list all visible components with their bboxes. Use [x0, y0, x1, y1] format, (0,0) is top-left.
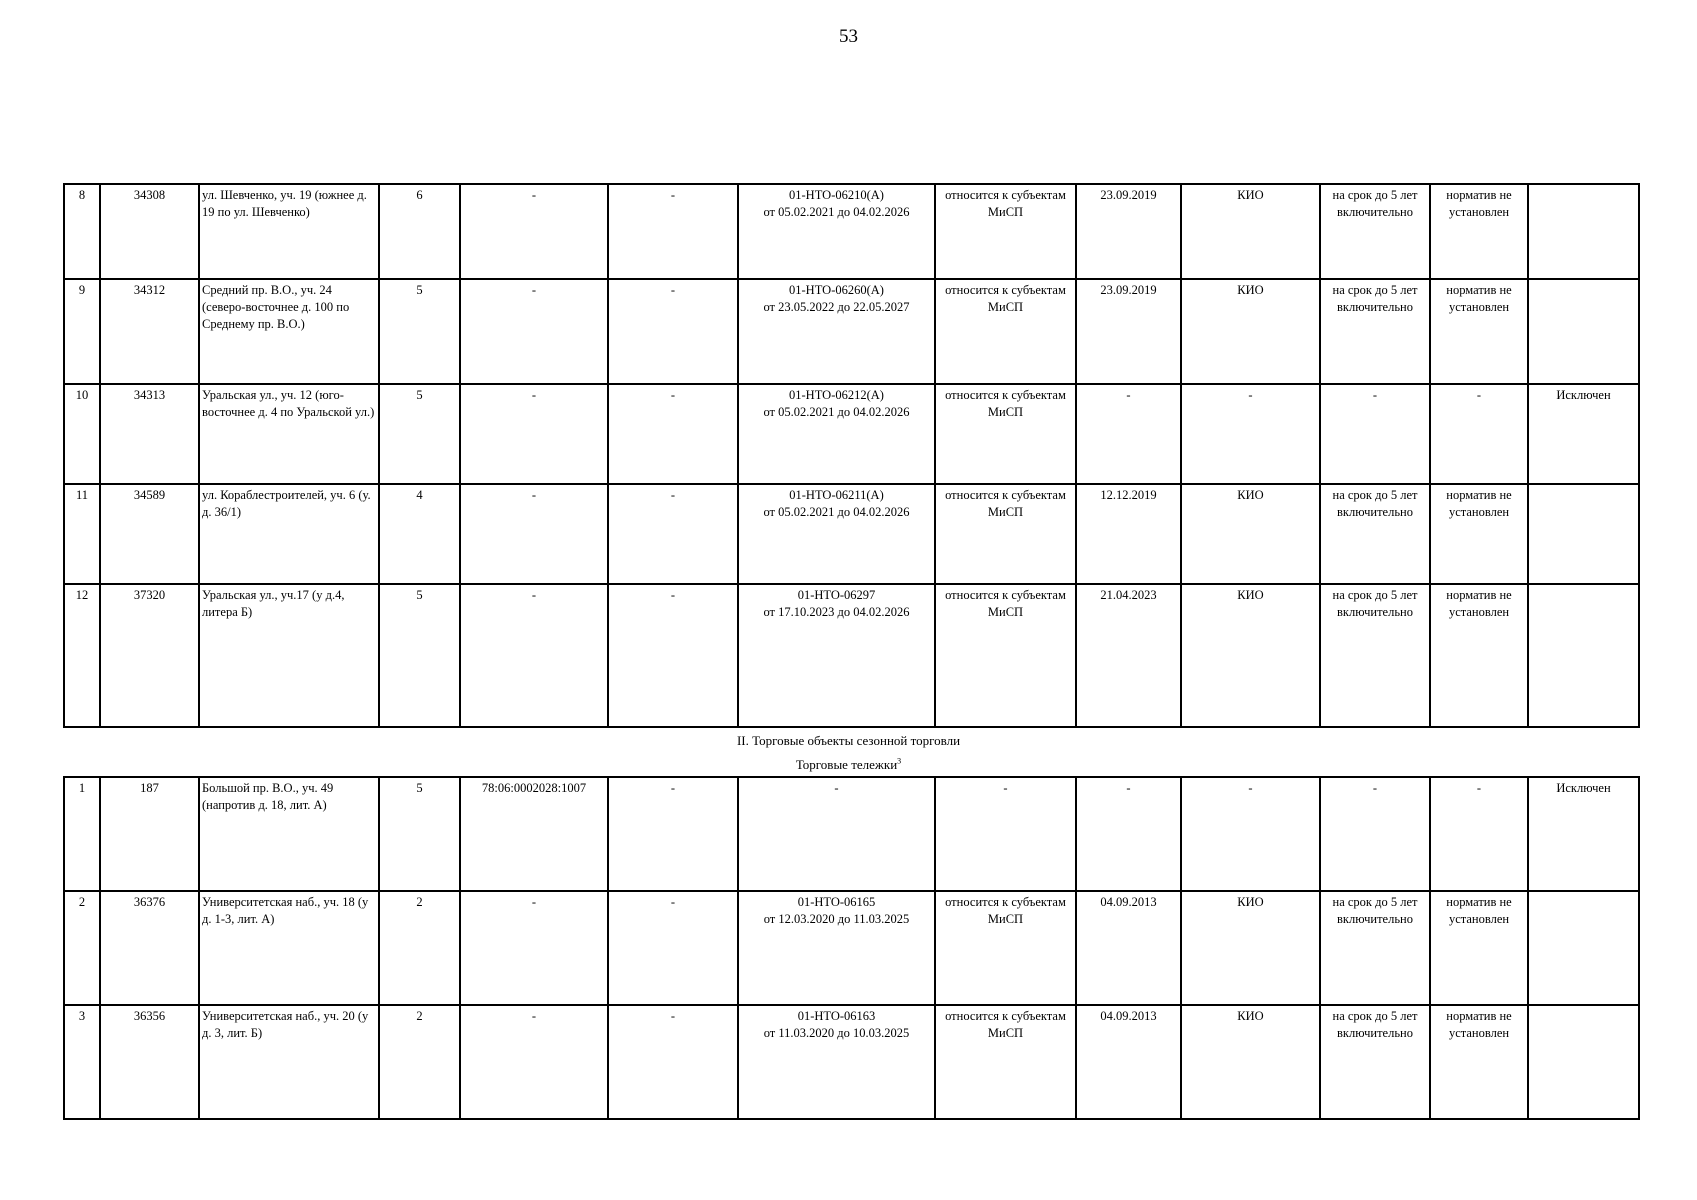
column-6-cell: -	[608, 484, 738, 584]
contract-cell	[738, 1005, 935, 1119]
contract-number: -	[834, 781, 839, 795]
row-number-cell: 9	[64, 279, 100, 384]
contract-cell	[738, 279, 935, 384]
contract-number: 01-НТО-06163	[797, 1009, 876, 1023]
registry-table-2	[63, 776, 1640, 1120]
object-id-cell: 36356	[100, 1005, 199, 1119]
note-cell: Исключен	[1528, 777, 1639, 891]
term-cell: на срок до 5 лет включительно	[1320, 184, 1430, 279]
table-row	[64, 184, 1639, 279]
column-6-cell: -	[608, 184, 738, 279]
contract-number: 01-НТО-06165	[797, 895, 876, 909]
section-title: II. Торговые объекты сезонной торговли	[736, 733, 961, 748]
note-cell	[1528, 891, 1639, 1005]
area-cell: 5	[379, 584, 460, 727]
contract-period: от 23.05.2022 до 22.05.2027	[763, 300, 910, 314]
note-cell	[1528, 484, 1639, 584]
contract-number: 01-НТО-06297	[797, 588, 876, 602]
cadastral-number-cell: -	[460, 279, 608, 384]
date-cell: 21.04.2023	[1076, 584, 1181, 727]
address-cell: Средний пр. В.О., уч. 24 (северо-восточнее д. 100 по Среднему пр. В.О.)	[199, 279, 379, 384]
date-cell: -	[1076, 384, 1181, 484]
contract-cell	[738, 777, 935, 891]
area-cell: 5	[379, 279, 460, 384]
address-cell: Уральская ул., уч.17 (у д.4, литера Б)	[199, 584, 379, 727]
area-cell: 5	[379, 777, 460, 891]
note-cell	[1528, 184, 1639, 279]
note-cell: Исключен	[1528, 384, 1639, 484]
column-6-cell: -	[608, 891, 738, 1005]
contract-period: от 05.02.2021 до 04.02.2026	[763, 405, 910, 419]
date-cell: 23.09.2019	[1076, 184, 1181, 279]
norm-cell: -	[1430, 384, 1528, 484]
term-cell: на срок до 5 лет включительно	[1320, 584, 1430, 727]
table-row	[64, 584, 1639, 727]
section-subtitle	[0, 757, 1697, 773]
table-row	[64, 891, 1639, 1005]
table-row	[64, 279, 1639, 384]
date-cell: 04.09.2013	[1076, 1005, 1181, 1119]
contract-cell	[738, 891, 935, 1005]
term-cell: на срок до 5 лет включительно	[1320, 1005, 1430, 1119]
contract-cell	[738, 384, 935, 484]
contract-cell	[738, 484, 935, 584]
object-id-cell: 34312	[100, 279, 199, 384]
cadastral-number-cell: -	[460, 584, 608, 727]
contract-cell	[738, 584, 935, 727]
address-cell: Университетская наб., уч. 20 (у д. 3, лит. Б)	[199, 1005, 379, 1119]
object-id-cell: 36376	[100, 891, 199, 1005]
smb-subject-cell: относится к субъектам МиСП	[935, 279, 1076, 384]
note-cell	[1528, 584, 1639, 727]
authority-cell: КИО	[1181, 891, 1320, 1005]
date-cell: 04.09.2013	[1076, 891, 1181, 1005]
area-cell: 6	[379, 184, 460, 279]
authority-cell: -	[1181, 777, 1320, 891]
object-id-cell: 37320	[100, 584, 199, 727]
date-cell: -	[1076, 777, 1181, 891]
note-cell	[1528, 1005, 1639, 1119]
smb-subject-cell: относится к субъектам МиСП	[935, 891, 1076, 1005]
section-subtitle-text: Торговые тележки	[795, 757, 898, 772]
object-id-cell: 34589	[100, 484, 199, 584]
footnote-mark: 3	[897, 756, 902, 766]
authority-cell: КИО	[1181, 279, 1320, 384]
smb-subject-cell: относится к субъектам МиСП	[935, 1005, 1076, 1119]
norm-cell: норматив не установлен	[1430, 279, 1528, 384]
norm-cell: норматив не установлен	[1430, 184, 1528, 279]
note-cell	[1528, 279, 1639, 384]
term-cell: на срок до 5 лет включительно	[1320, 484, 1430, 584]
column-6-cell: -	[608, 384, 738, 484]
norm-cell: -	[1430, 777, 1528, 891]
object-id-cell: 34308	[100, 184, 199, 279]
cadastral-number-cell: -	[460, 891, 608, 1005]
norm-cell: норматив не установлен	[1430, 891, 1528, 1005]
contract-cell	[738, 184, 935, 279]
cadastral-number-cell: -	[460, 384, 608, 484]
contract-period: от 05.02.2021 до 04.02.2026	[763, 505, 910, 519]
term-cell: -	[1320, 384, 1430, 484]
contract-period: от 11.03.2020 до 10.03.2025	[763, 1026, 910, 1040]
cadastral-number-cell: -	[460, 484, 608, 584]
authority-cell: КИО	[1181, 1005, 1320, 1119]
area-cell: 2	[379, 1005, 460, 1119]
address-cell: Уральская ул., уч. 12 (юго-восточнее д. 4 по Уральской ул.)	[199, 384, 379, 484]
column-6-cell: -	[608, 279, 738, 384]
row-number-cell: 11	[64, 484, 100, 584]
term-cell: -	[1320, 777, 1430, 891]
contract-number: 01-НТО-06260(А)	[789, 283, 884, 297]
norm-cell: норматив не установлен	[1430, 484, 1528, 584]
registry-table-1-body	[64, 184, 1639, 727]
table-row	[64, 484, 1639, 584]
area-cell: 2	[379, 891, 460, 1005]
object-id-cell: 34313	[100, 384, 199, 484]
authority-cell: КИО	[1181, 484, 1320, 584]
authority-cell: -	[1181, 384, 1320, 484]
smb-subject-cell: -	[935, 777, 1076, 891]
date-cell: 12.12.2019	[1076, 484, 1181, 584]
contract-number: 01-НТО-06211(А)	[789, 488, 884, 502]
table-row	[64, 777, 1639, 891]
column-6-cell: -	[608, 1005, 738, 1119]
term-cell: на срок до 5 лет включительно	[1320, 891, 1430, 1005]
smb-subject-cell: относится к субъектам МиСП	[935, 384, 1076, 484]
area-cell: 5	[379, 384, 460, 484]
contract-period: от 17.10.2023 до 04.02.2026	[763, 605, 910, 619]
address-cell: ул. Кораблестроителей, уч. 6 (у. д. 36/1)	[199, 484, 379, 584]
contract-period: от 05.02.2021 до 04.02.2026	[763, 205, 910, 219]
cadastral-number-cell: -	[460, 184, 608, 279]
row-number-cell: 8	[64, 184, 100, 279]
page-number: 53	[839, 26, 858, 47]
address-cell: Университетская наб., уч. 18 (у д. 1-3, лит. А)	[199, 891, 379, 1005]
smb-subject-cell: относится к субъектам МиСП	[935, 584, 1076, 727]
contract-number: 01-НТО-06210(А)	[789, 188, 884, 202]
object-id-cell: 187	[100, 777, 199, 891]
row-number-cell: 1	[64, 777, 100, 891]
row-number-cell: 3	[64, 1005, 100, 1119]
date-cell: 23.09.2019	[1076, 279, 1181, 384]
registry-table-1	[63, 183, 1640, 728]
contract-period: от 12.03.2020 до 11.03.2025	[763, 912, 910, 926]
table-row	[64, 1005, 1639, 1119]
authority-cell: КИО	[1181, 584, 1320, 727]
table-row	[64, 384, 1639, 484]
term-cell: на срок до 5 лет включительно	[1320, 279, 1430, 384]
registry-table-2-body	[64, 777, 1639, 1119]
norm-cell: норматив не установлен	[1430, 1005, 1528, 1119]
smb-subject-cell: относится к субъектам МиСП	[935, 484, 1076, 584]
row-number-cell: 12	[64, 584, 100, 727]
cadastral-number-cell: 78:06:0002028:1007	[460, 777, 608, 891]
norm-cell: норматив не установлен	[1430, 584, 1528, 727]
authority-cell: КИО	[1181, 184, 1320, 279]
smb-subject-cell: относится к субъектам МиСП	[935, 184, 1076, 279]
row-number-cell: 10	[64, 384, 100, 484]
column-6-cell: -	[608, 584, 738, 727]
column-6-cell: -	[608, 777, 738, 891]
cadastral-number-cell: -	[460, 1005, 608, 1119]
contract-number: 01-НТО-06212(А)	[789, 388, 884, 402]
address-cell: ул. Шевченко, уч. 19 (южнее д. 19 по ул. Шевченко)	[199, 184, 379, 279]
area-cell: 4	[379, 484, 460, 584]
row-number-cell: 2	[64, 891, 100, 1005]
address-cell: Большой пр. В.О., уч. 49 (напротив д. 18, лит. А)	[199, 777, 379, 891]
